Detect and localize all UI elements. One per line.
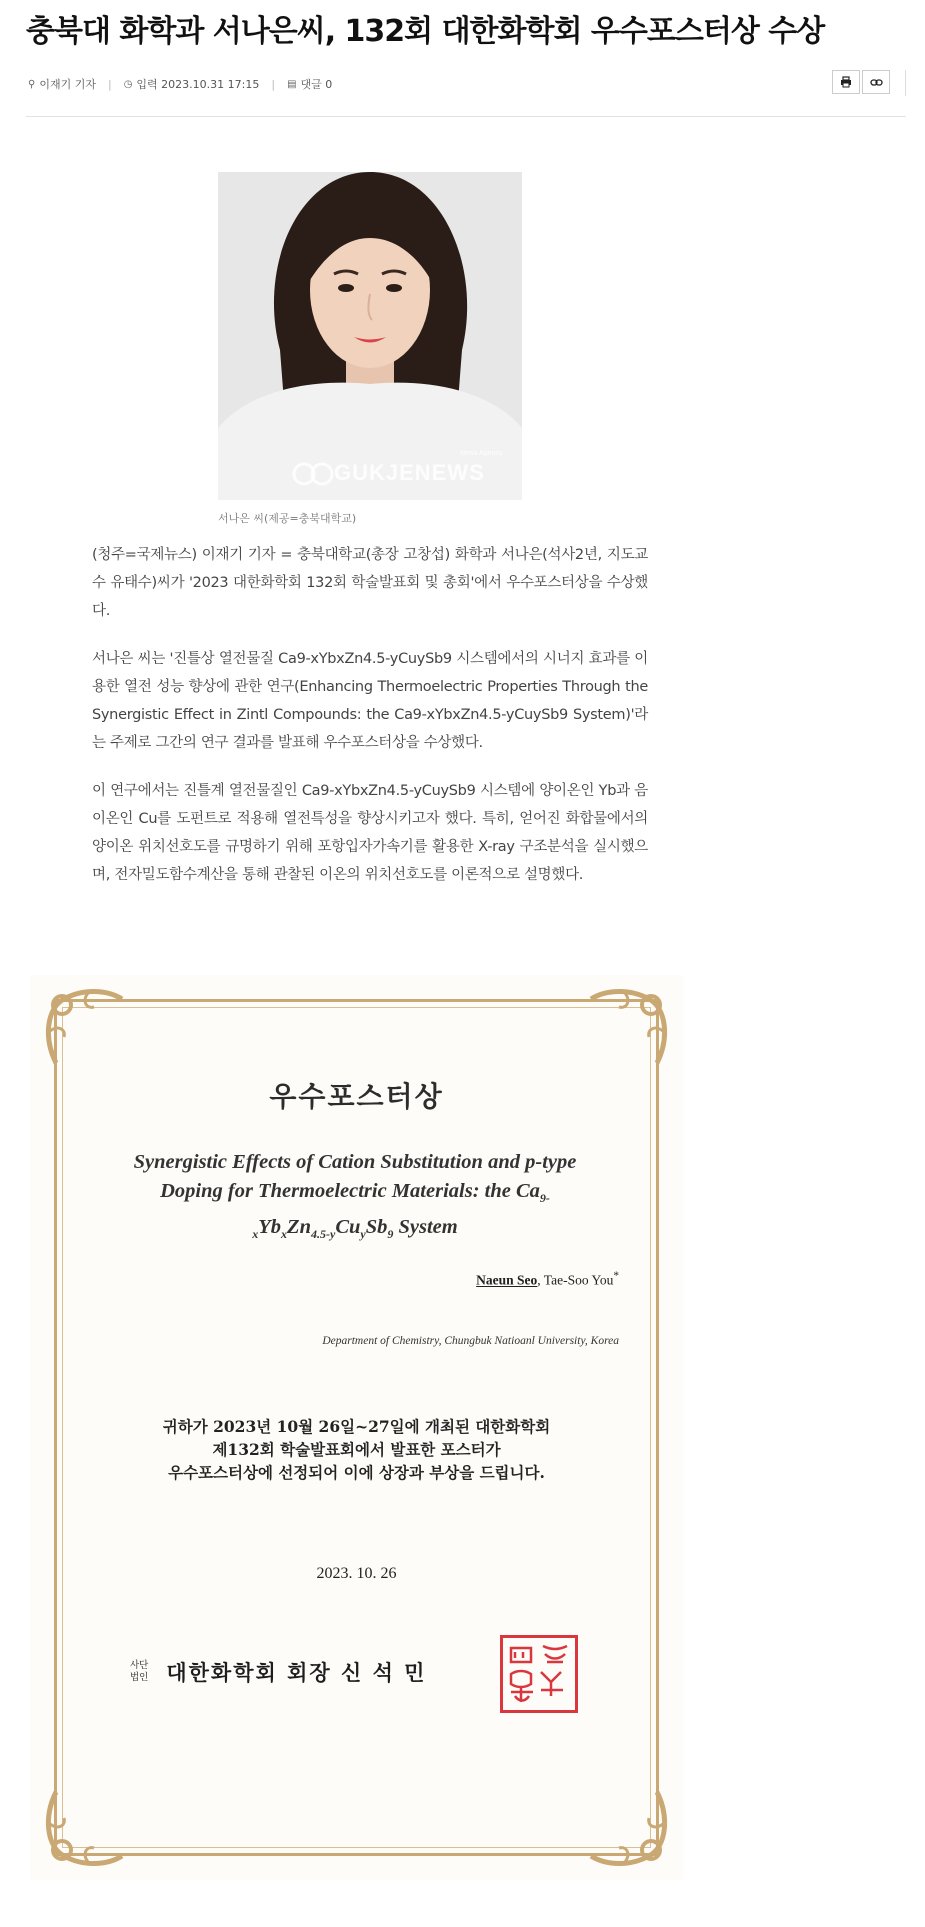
author-info: [28, 76, 96, 92]
certificate-body-line: 제132회 학술발표회에서 발표한 포스터가: [212, 1440, 501, 1459]
article-meta: [28, 76, 332, 92]
corresponding-mark: *: [613, 1270, 619, 1282]
comment-count[interactable]: [287, 76, 332, 92]
poster-title-line: Doping for Thermoelectric Materials: the Ca: [160, 1180, 540, 1202]
certificate-poster-title: Synergistic Effects of Cation Substitution and p-type Doping for Thermoelectric Materials: the $Ca_{9-}$ $_xYb_xZn_{4.5-y}Cu_ySb_9$ System: [133, 1151, 577, 1242]
article-tools: [832, 70, 890, 94]
poster-title-line: Synergistic Effects of Cation Substitution and p-type: [133, 1151, 577, 1173]
signer-name: 대한화학회 회장 신 석 민: [166, 1660, 427, 1685]
seal-pattern-icon: [503, 1638, 575, 1710]
toolbar-edge: [905, 70, 906, 96]
ornament-corner-icon: [587, 1786, 677, 1876]
article-paragraph: 이 연구에서는 진틀계 열전물질인 Ca9-xYbxZn4.5-yCuySb9 시스템에 양이온인 Yb과 음이온인 Cu를 도펀트로 적용해 열전특성을 향상시키고자 했다. 특히, 얻어진 화합물에서의 양이온 위치선호도를 규명하기 위해 포항입자가속기를 활용한 X-ray 구조분석을 실시했으며, 전자밀도함수계산을 통해 관찰된 이온의 위치선호도를 이론적으로 설명했다.: [92, 783, 648, 883]
article-photo[interactable]: [218, 172, 522, 500]
article-paragraph: (청주=국제뉴스) 이재기 기자 = 충북대학교(총장 고창섭) 화학과 서나은(석사2년, 지도교수 유태수)씨가 '2023 대한화학회 132회 학술발표회 및 총회'에서 우수포스터상을 수상했다.: [92, 547, 648, 619]
copy-link-button[interactable]: [862, 70, 890, 94]
ornament-corner-icon: [587, 979, 677, 1069]
meta-separator: |: [107, 77, 112, 91]
certificate-body-line: 우수포스터상에 선정되어 이에 상장과 부상을 드립니다.: [168, 1463, 545, 1482]
certificate-signature: [130, 1657, 426, 1687]
ornament-corner-icon: [36, 979, 126, 1069]
link-icon: [870, 76, 883, 89]
org-type-line: 사단: [130, 1660, 149, 1671]
ornament-corner-icon: [36, 1786, 126, 1876]
org-type-line: 법인: [130, 1672, 149, 1683]
article-paragraph: 서나은 씨는 '진틀상 열전물질 Ca9-xYbxZn4.5-yCuySb9 시스템에서의 시너지 효과를 이용한 열전 성능 향상에 관한 연구(Enhancing Thermoelectric Properties Through the Synergistic Effect in Zintl Compounds: the Ca9-xYbxZn4.5-yCuySb9 System)'라는 주제로 그간의 연구 결과를 발표해 우수포스터상을 수상했다.: [92, 651, 648, 751]
certificate-body-line: 귀하가 2023년 10월 26일~27일에 개최된 대한화학회: [162, 1417, 551, 1436]
co-authors: , Tae-Soo You: [537, 1272, 614, 1288]
print-icon: [840, 76, 852, 88]
photo-watermark-sub: News Agency: [460, 450, 503, 457]
official-seal: [500, 1635, 578, 1713]
clock-icon: ◷: [123, 78, 133, 90]
poster-title-line: System: [393, 1216, 458, 1239]
meta-separator: |: [271, 77, 276, 91]
comment-count-text[interactable]: 댓글 0: [300, 78, 333, 91]
article-headline: 충북대 화학과 서나은씨, 132회 대한화학회 우수포스터상 수상: [26, 14, 825, 49]
photo-watermark: GUKJENEWS: [334, 460, 485, 485]
certificate-title: 우수포스터상: [269, 1080, 444, 1113]
publish-time: [124, 76, 260, 92]
print-button[interactable]: [832, 70, 860, 94]
certificate-authors: [476, 1270, 619, 1289]
certificate-department: Department of Chemistry, Chungbuk Natioanl University, Korea: [322, 1335, 619, 1347]
photo-caption: 서나은 씨(제공=충북대학교): [218, 512, 357, 525]
org-type: [130, 1660, 148, 1684]
certificate-date: 2023. 10. 26: [316, 1565, 397, 1582]
author-name: 이재기 기자: [39, 78, 96, 91]
person-icon: ⚲: [28, 78, 36, 90]
publish-time-text: 입력 2023.10.31 17:15: [136, 78, 260, 91]
certificate-body: [30, 1415, 683, 1484]
poster-title-line: Yb: [258, 1216, 282, 1239]
header-divider: [26, 116, 906, 117]
certificate-image[interactable]: [30, 975, 683, 1880]
comment-icon: ▤: [287, 78, 297, 90]
main-author: Naeun Seo: [476, 1272, 538, 1288]
